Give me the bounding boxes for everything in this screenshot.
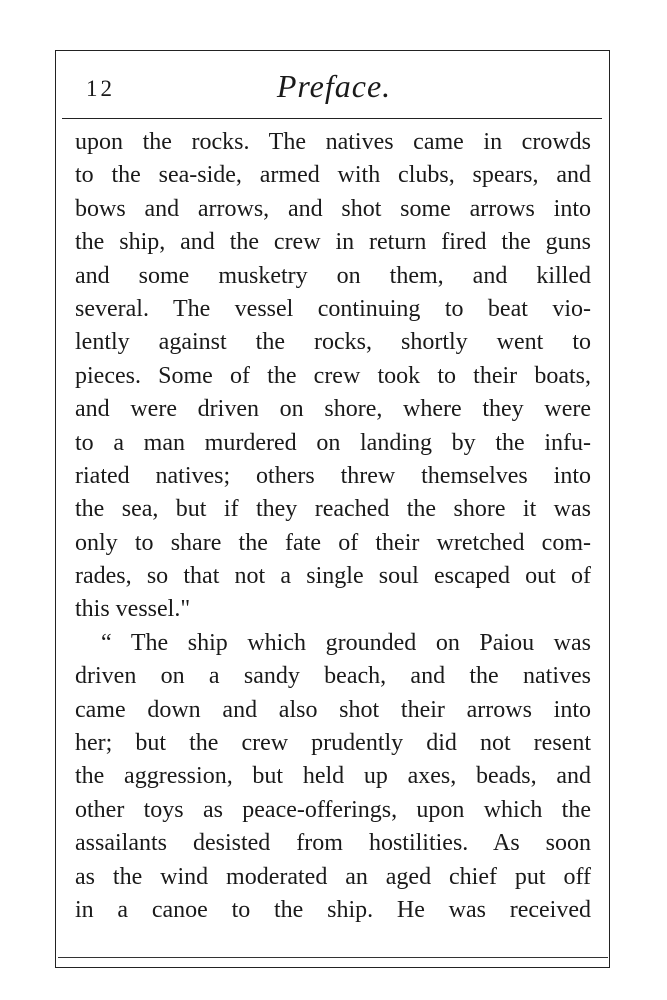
text-line: upon the rocks. The natives came in crowds [75,129,591,155]
text-line: came down and also shot their arrows into [75,696,591,723]
text-line: driven on a sandy beach, and the natives [75,663,591,690]
text-line: as the wind moderated an aged chief put off [75,863,591,890]
bottom-rule [58,957,608,958]
body-text [75,126,591,927]
text-line: to a man murdered on landing by the infu- [75,429,591,456]
text-line: and were driven on shore, where they were [75,396,591,423]
text-line: the ship, and the crew in return fired the guns [75,229,591,256]
text-line: rades, so that not a single soul escaped out of [75,563,591,590]
paragraph-first-line: “ The ship which grounded on Paiou was [101,629,591,656]
text-line: this vessel." [75,596,191,623]
text-line: to the sea-side, armed with clubs, spears, and [75,162,591,189]
text-line: other toys as peace-offerings, upon which the [75,796,591,823]
text-line: only to share the fate of their wretched com- [75,529,591,556]
text-line: in a canoe to the ship. He was received [75,896,591,923]
text-line: pieces. Some of the crew took to their boats, [75,362,591,389]
text-line: lently against the rocks, shortly went to [75,329,591,356]
page-header [78,68,590,118]
text-line: the aggression, but held up axes, beads, and [75,763,591,790]
running-title: Preface. [276,68,392,104]
text-line: the sea, but if they reached the shore it was [75,496,591,523]
text-line: bows and arrows, and shot some arrows into [75,195,591,222]
text-line: her; but the crew prudently did not resent [75,730,591,757]
header-rule [62,118,602,119]
text-line: and some musketry on them, and killed [75,262,591,289]
text-line: assailants desisted from hostilities. As soon [75,830,591,857]
page-number: 12 [86,76,115,101]
text-line: riated natives; others threw themselves into [75,462,591,489]
text-line: several. The vessel continuing to beat vio- [75,295,591,322]
